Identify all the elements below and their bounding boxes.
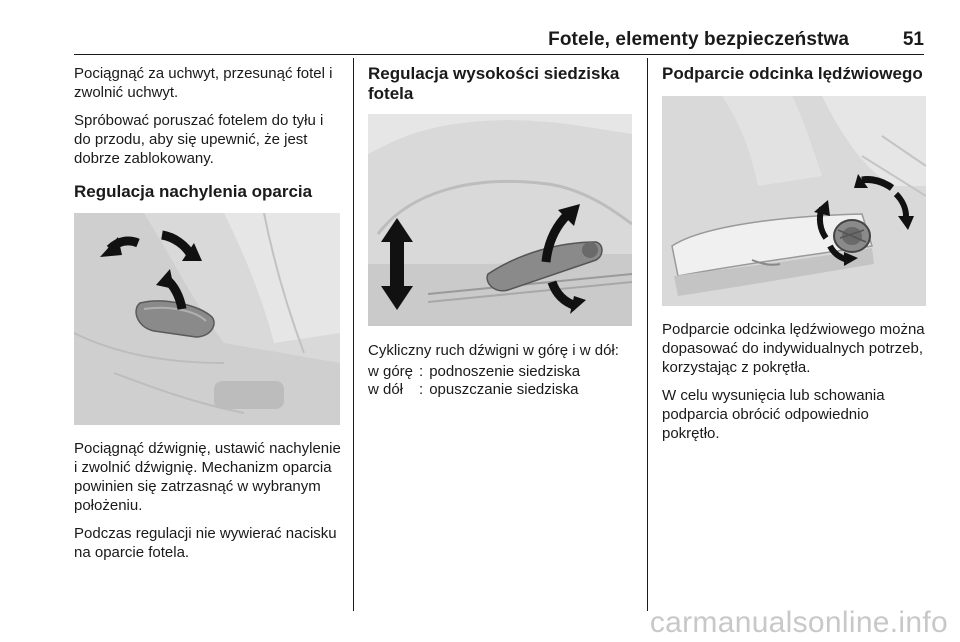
definition-term: w górę — [368, 363, 414, 380]
header-title: Fotele, elementy bezpieczeństwa — [548, 29, 849, 50]
definition-description: opuszczanie siedziska — [429, 381, 579, 398]
page-header — [74, 26, 924, 55]
col3-paragraph-1: Podparcie odcinka lędźwiowego można dopasować do indywidualnych potrzeb, korzystając z pokrętła. — [662, 321, 925, 376]
definition-description: podnoszenie siedziska — [429, 363, 581, 380]
col1-paragraph-3: Pociągnąć dźwignię, ustawić nachylenie i zwolnić dźwignię. Mechanizm oparcia powinien się zatrzasnąć w wybranym położeniu. — [74, 440, 341, 514]
col1-paragraph-2: Spróbować poruszać fotelem do tyłu i do przodu, aby się upewnić, że jest dobrze zablokowany. — [74, 112, 324, 167]
page-number: 51 — [902, 29, 924, 50]
column-divider-2 — [647, 58, 648, 611]
col1-paragraph-1: Pociągnąć za uchwyt, przesunąć fotel i zwolnić uchwyt. — [74, 65, 333, 101]
column-divider-1 — [353, 58, 354, 611]
backrest-recline-illustration — [74, 213, 342, 425]
column-2 — [368, 64, 636, 399]
lumbar-support-illustration — [662, 96, 928, 306]
col1-heading: Regulacja nachylenia oparcia — [74, 182, 313, 201]
definition-row — [368, 381, 580, 399]
definition-separator: : — [419, 363, 424, 380]
col3-heading: Podparcie odcinka lędźwiowego — [662, 64, 923, 83]
col3-paragraph-2: W celu wysunięcia lub schowania podparcia obrócić odpowiednio pokrętło. — [662, 387, 885, 442]
definition-list — [368, 363, 580, 399]
col2-heading: Regulacja wysokości siedziska fotela — [368, 64, 620, 103]
definition-separator: : — [419, 381, 424, 398]
seat-height-illustration — [368, 114, 636, 326]
watermark: carmanualsonline.info — [649, 606, 948, 639]
column-3 — [662, 64, 928, 452]
definition-term: w dół — [368, 381, 404, 398]
column-1 — [74, 64, 342, 571]
col2-caption: Cykliczny ruch dźwigni w górę i w dół: — [368, 342, 619, 359]
definition-row — [368, 363, 580, 381]
col1-paragraph-4: Podczas regulacji nie wywierać nacisku na oparcie fotela. — [74, 525, 337, 561]
